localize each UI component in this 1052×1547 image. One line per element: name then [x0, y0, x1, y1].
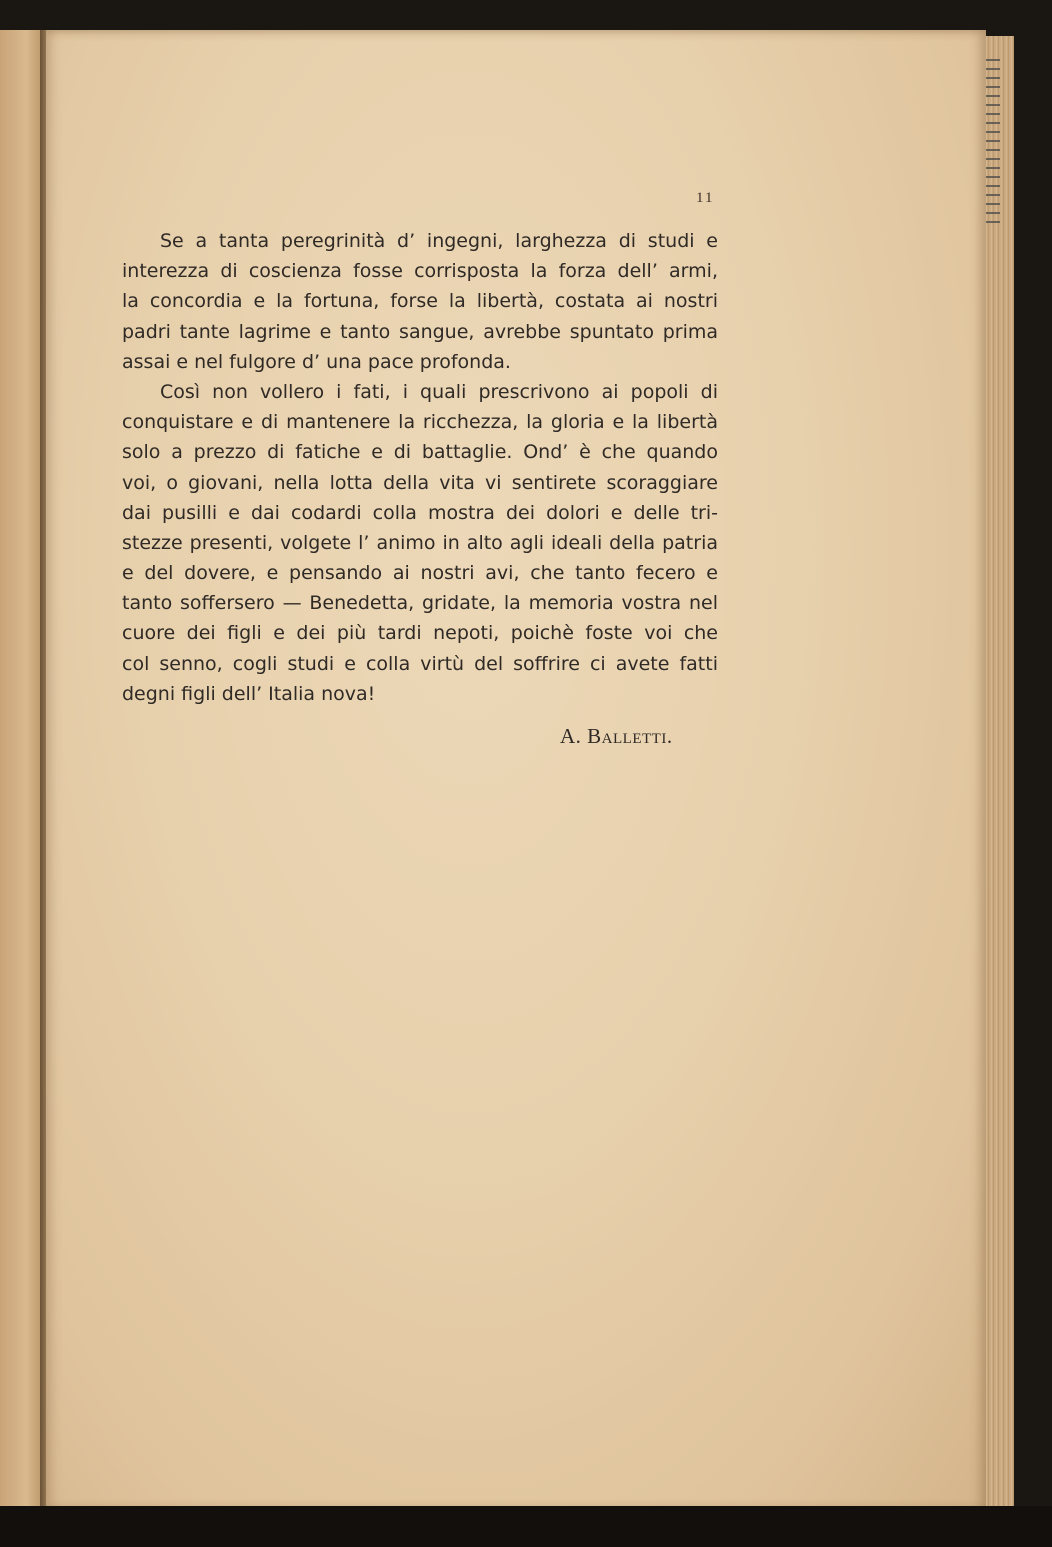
text-line: solo a prezzo di fatiche e di battaglie. Ond’ è che quando — [122, 441, 718, 464]
author-signature: A. Balletti. — [560, 724, 673, 748]
text-line: dai pusilli e dai codardi colla mostra dei dolori e delle tri- — [122, 501, 718, 524]
text-line: stezze presenti, volgete l’ animo in alto agli ideali della patria — [122, 531, 718, 554]
text-line: cuore dei figli e dei più tardi nepoti, poichè foste voi che — [122, 622, 718, 645]
text-line: la concordia e la fortuna, forse la libertà, costata ai nostri — [122, 290, 718, 313]
left-page-edge — [0, 30, 44, 1510]
text-line: padri tante lagrime e tanto sangue, avrebbe spuntato prima — [122, 320, 718, 343]
text-line: tanto soffersero — Benedetta, gridate, la memoria vostra nel — [122, 592, 718, 615]
text-line: assai e nel fulgore d’ una pace profonda. — [122, 350, 511, 373]
text-line: degni figli dell’ Italia nova! — [122, 682, 376, 705]
text-line: conquistare e di mantenere la ricchezza, la gloria e la libertà — [122, 411, 718, 434]
page-number: 11 — [696, 190, 715, 206]
scan-background — [0, 1506, 1052, 1547]
paragraph-2 — [122, 377, 718, 709]
ruler-marks — [984, 52, 1000, 227]
paragraph-1 — [122, 226, 718, 377]
text-line: col senno, cogli studi e colla virtù del soffrire ci avete fatti — [122, 652, 718, 675]
text-line: Così non vollero i fati, i quali prescrivono ai popoli di — [160, 380, 718, 403]
body-text — [122, 226, 718, 709]
text-line: voi, o giovani, nella lotta della vita vi sentirete scoraggiare — [122, 471, 718, 494]
text-line: Se a tanta peregrinità d’ ingegni, larghezza di studi e — [160, 230, 718, 252]
text-line: e del dovere, e pensando ai nostri avi, che tanto fecero e — [122, 562, 718, 585]
text-line: interezza di coscienza fosse corrisposta la forza dell’ armi, — [122, 260, 718, 283]
